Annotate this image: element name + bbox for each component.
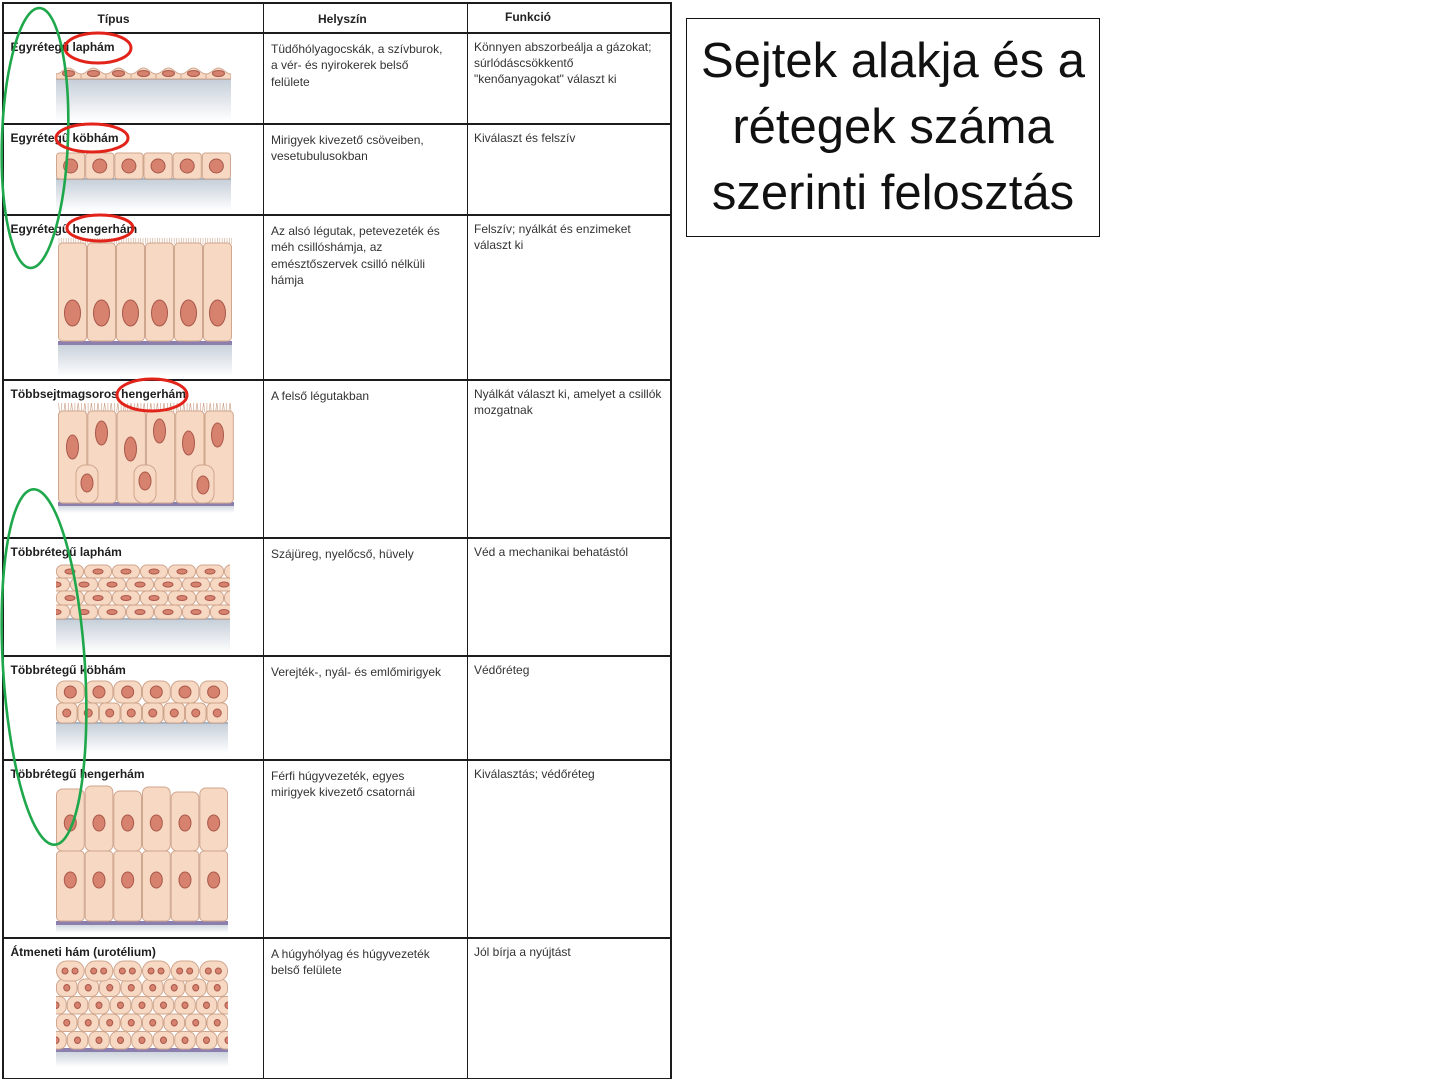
- epithelium-type-label: Többrétegű laphám: [10, 544, 122, 559]
- cell-nucleus: [64, 872, 76, 888]
- row-1-function-cell: Könnyen abszorbeálja a gázokat; súrlódáscsökkentő "kenőanyagokat" választ ki: [468, 34, 670, 124]
- row-7-function-cell: Kiválasztás; védőréteg: [468, 761, 670, 938]
- cell-nucleus: [160, 1037, 166, 1043]
- row-2-location-cell: Mirigyek kivezető csöveiben, vesetubulusokban: [264, 125, 467, 215]
- cell-nucleus: [100, 968, 106, 974]
- cell-nucleus: [139, 472, 151, 490]
- cell-nucleus: [135, 609, 145, 614]
- cell-nucleus: [191, 609, 201, 614]
- cell-nucleus: [112, 70, 124, 76]
- cell-nucleus: [122, 300, 138, 326]
- cell-nucleus: [225, 1002, 228, 1008]
- cell-nucleus: [219, 582, 229, 587]
- cell-nucleus: [64, 686, 76, 698]
- cell-nucleus: [117, 1002, 123, 1008]
- cell-nucleus: [56, 609, 61, 614]
- cell-nucleus: [148, 968, 154, 974]
- cell-nucleus: [92, 686, 104, 698]
- simple-cuboidal-illustration: [56, 151, 231, 211]
- cell-nucleus: [149, 569, 159, 574]
- cell-nucleus: [182, 1002, 188, 1008]
- cell-nucleus: [85, 1019, 91, 1025]
- header-location: Helyszín: [264, 4, 467, 33]
- cell-nucleus: [56, 582, 61, 587]
- cell-nucleus: [121, 569, 131, 574]
- epithelium-table: [2, 2, 672, 1079]
- cell-nucleus: [186, 968, 192, 974]
- header-function: Funkció: [468, 4, 670, 33]
- simple-columnar-illustration: [58, 237, 232, 377]
- cell-nucleus: [93, 300, 109, 326]
- cell-nucleus: [105, 709, 113, 717]
- cell-nucleus: [211, 423, 223, 447]
- cell-nucleus: [96, 1002, 102, 1008]
- cell-nucleus: [171, 984, 177, 990]
- row-1-location-cell: Tüdőhólyagocskák, a szívburok, a vér- és nyirokerek belső felülete: [264, 34, 467, 124]
- cell-nucleus: [177, 595, 187, 600]
- row-8-location-cell: A húgyhólyag és húgyvezeték belső felülete: [264, 939, 467, 1078]
- row-6-type-cell: [4, 657, 263, 760]
- cell-nucleus: [84, 709, 92, 717]
- row-3-location-cell: Az alsó légutak, petevezeték és méh csillóshámja, az emésztőszervek csilló nélküli hámja: [264, 216, 467, 380]
- cell-nucleus: [72, 968, 78, 974]
- cell-nucleus: [74, 1037, 80, 1043]
- cell-nucleus: [150, 872, 162, 888]
- cell-nucleus: [121, 872, 133, 888]
- cell-nucleus: [90, 968, 96, 974]
- cell-nucleus: [128, 1019, 134, 1025]
- cell-nucleus: [66, 435, 78, 459]
- cell-nucleus: [121, 686, 133, 698]
- epithelium-type-label: Átmeneti hám (urotélium): [10, 944, 156, 959]
- slide-title-line: Sejtek alakja és a: [700, 34, 1086, 88]
- row-5-function-cell: Véd a mechanikai behatástól: [468, 539, 670, 656]
- epithelium-type-label: Többrétegű hengerhám: [10, 766, 145, 781]
- cell-nucleus: [187, 70, 199, 76]
- cell-nucleus: [150, 815, 162, 831]
- epithelium-type-label: Többrétegű köbhám: [10, 662, 126, 677]
- cell-nucleus: [79, 582, 89, 587]
- cell-nucleus: [85, 984, 91, 990]
- cell-nucleus: [214, 984, 220, 990]
- epithelium-type-label: Többsejtmagsoros hengerhám: [10, 386, 186, 401]
- cell-nucleus: [153, 419, 165, 443]
- connective-tissue: [56, 619, 230, 653]
- epithelial-cell: [224, 591, 230, 605]
- cell-nucleus: [106, 1019, 112, 1025]
- simple-squamous-illustration: [56, 59, 231, 121]
- cell-nucleus: [177, 569, 187, 574]
- transitional-illustration: [56, 959, 228, 1067]
- cell-nucleus: [180, 300, 196, 326]
- cell-nucleus: [63, 159, 77, 173]
- cell-nucleus: [87, 70, 99, 76]
- row-4-function-cell: Nyálkát választ ki, amelyet a csillók mozgatnak: [468, 381, 670, 538]
- cell-nucleus: [178, 872, 190, 888]
- cell-nucleus: [137, 70, 149, 76]
- cell-nucleus: [191, 709, 199, 717]
- cell-nucleus: [63, 1019, 69, 1025]
- cell-nucleus: [207, 872, 219, 888]
- row-7-type-cell: [4, 761, 263, 938]
- epithelium-type-label: Egyrétegű köbhám: [10, 130, 119, 145]
- cell-nucleus: [192, 984, 198, 990]
- cell-nucleus: [219, 609, 229, 614]
- cell-nucleus: [214, 1019, 220, 1025]
- cell-nucleus: [117, 1037, 123, 1043]
- cell-nucleus: [207, 815, 219, 831]
- cell-nucleus: [95, 421, 107, 445]
- cell-nucleus: [81, 474, 93, 492]
- cell-nucleus: [176, 968, 182, 974]
- cell-nucleus: [205, 595, 215, 600]
- cell-nucleus: [178, 686, 190, 698]
- header-type: Típus: [4, 4, 263, 33]
- cell-nucleus: [135, 582, 145, 587]
- cell-nucleus: [121, 595, 131, 600]
- epithelial-cell: [113, 961, 141, 981]
- epithelial-cell: [171, 961, 199, 981]
- cell-nucleus: [92, 872, 104, 888]
- epithelium-type-label: Egyrétegű hengerhám: [10, 221, 138, 236]
- slide-title-line: rétegek száma: [732, 100, 1054, 154]
- cell-nucleus: [149, 984, 155, 990]
- cell-nucleus: [205, 569, 215, 574]
- cell-nucleus: [197, 476, 209, 494]
- connective-tissue: [56, 1050, 228, 1067]
- stratified-cuboidal-illustration: [56, 679, 228, 753]
- cell-nucleus: [158, 968, 164, 974]
- epithelial-cell: [224, 565, 230, 578]
- cell-nucleus: [215, 968, 221, 974]
- row-1-type-cell: [4, 34, 263, 124]
- epithelial-cell: [142, 961, 170, 981]
- cell-nucleus: [151, 300, 167, 326]
- cell-nucleus: [63, 984, 69, 990]
- cell-nucleus: [119, 968, 125, 974]
- cell-nucleus: [79, 609, 89, 614]
- cell-nucleus: [150, 686, 162, 698]
- cell-nucleus: [209, 159, 223, 173]
- epithelial-cell: [56, 961, 84, 981]
- row-6-function-cell: Védőréteg: [468, 657, 670, 760]
- cell-nucleus: [128, 984, 134, 990]
- cell-nucleus: [151, 159, 165, 173]
- cell-nucleus: [203, 1037, 209, 1043]
- cell-nucleus: [62, 70, 74, 76]
- cell-nucleus: [93, 569, 103, 574]
- connective-tissue: [58, 343, 232, 377]
- cell-nucleus: [107, 609, 117, 614]
- cell-nucleus: [213, 709, 221, 717]
- cell-nucleus: [93, 595, 103, 600]
- cell-nucleus: [207, 686, 219, 698]
- cell-nucleus: [139, 1002, 145, 1008]
- cell-nucleus: [64, 300, 80, 326]
- row-2-type-cell: [4, 125, 263, 215]
- cell-nucleus: [62, 968, 68, 974]
- cell-nucleus: [92, 815, 104, 831]
- cell-nucleus: [65, 569, 75, 574]
- cell-nucleus: [106, 984, 112, 990]
- row-2-function-cell: Kiválaszt és felszív: [468, 125, 670, 215]
- cell-nucleus: [160, 1002, 166, 1008]
- stratified-columnar-illustration: [56, 783, 228, 933]
- cell-nucleus: [191, 582, 201, 587]
- cell-nucleus: [64, 815, 76, 831]
- cell-nucleus: [124, 437, 136, 461]
- cell-nucleus: [139, 1037, 145, 1043]
- basement-membrane: [56, 921, 228, 925]
- cell-nucleus: [74, 1002, 80, 1008]
- cell-nucleus: [148, 709, 156, 717]
- cell-nucleus: [178, 815, 190, 831]
- row-5-location-cell: Szájüreg, nyelőcső, hüvely: [264, 539, 467, 656]
- slide-title-box: [686, 18, 1100, 237]
- cell-nucleus: [209, 300, 225, 326]
- cell-nucleus: [205, 968, 211, 974]
- cell-nucleus: [121, 815, 133, 831]
- cell-nucleus: [65, 595, 75, 600]
- cell-nucleus: [121, 159, 135, 173]
- basement-membrane: [58, 341, 232, 345]
- cell-nucleus: [149, 1019, 155, 1025]
- cell-nucleus: [192, 1019, 198, 1025]
- cell-nucleus: [182, 1037, 188, 1043]
- row-3-function-cell: Felszív; nyálkát és enzimeket választ ki: [468, 216, 670, 380]
- row-7-location-cell: Férfi húgyvezeték, egyes mirigyek kivezető csatornái: [264, 761, 467, 938]
- stratified-squamous-illustration: [56, 561, 230, 653]
- connective-tissue: [56, 179, 231, 211]
- pseudostratified-illustration: [58, 403, 234, 513]
- cell-nucleus: [182, 431, 194, 455]
- row-8-type-cell: [4, 939, 263, 1078]
- row-8-function-cell: Jól bírja a nyújtást: [468, 939, 670, 1078]
- cell-nucleus: [96, 1037, 102, 1043]
- cell-nucleus: [162, 70, 174, 76]
- slide-title-line: szerinti felosztás: [711, 166, 1075, 220]
- epithelial-cell: [85, 961, 113, 981]
- row-4-type-cell: [4, 381, 263, 538]
- epithelial-cell: [199, 961, 227, 981]
- row-3-type-cell: [4, 216, 263, 380]
- cell-nucleus: [107, 582, 117, 587]
- cell-nucleus: [170, 709, 178, 717]
- epithelium-type-label: Egyrétegű laphám: [10, 39, 115, 54]
- cilia: [58, 403, 231, 412]
- connective-tissue: [56, 723, 228, 753]
- cell-nucleus: [149, 595, 159, 600]
- cell-nucleus: [92, 159, 106, 173]
- connective-tissue: [56, 79, 231, 121]
- row-5-type-cell: [4, 539, 263, 656]
- cell-nucleus: [163, 582, 173, 587]
- cell-nucleus: [56, 1002, 59, 1008]
- cell-nucleus: [129, 968, 135, 974]
- cell-nucleus: [180, 159, 194, 173]
- row-6-location-cell: Verejték-, nyál- és emlőmirigyek: [264, 657, 467, 760]
- cell-nucleus: [56, 1037, 59, 1043]
- cell-nucleus: [62, 709, 70, 717]
- cell-nucleus: [171, 1019, 177, 1025]
- row-4-location-cell: A felső légutakban: [264, 381, 467, 538]
- cell-nucleus: [203, 1002, 209, 1008]
- cell-nucleus: [212, 70, 224, 76]
- cell-nucleus: [127, 709, 135, 717]
- cell-nucleus: [225, 1037, 228, 1043]
- cell-nucleus: [163, 609, 173, 614]
